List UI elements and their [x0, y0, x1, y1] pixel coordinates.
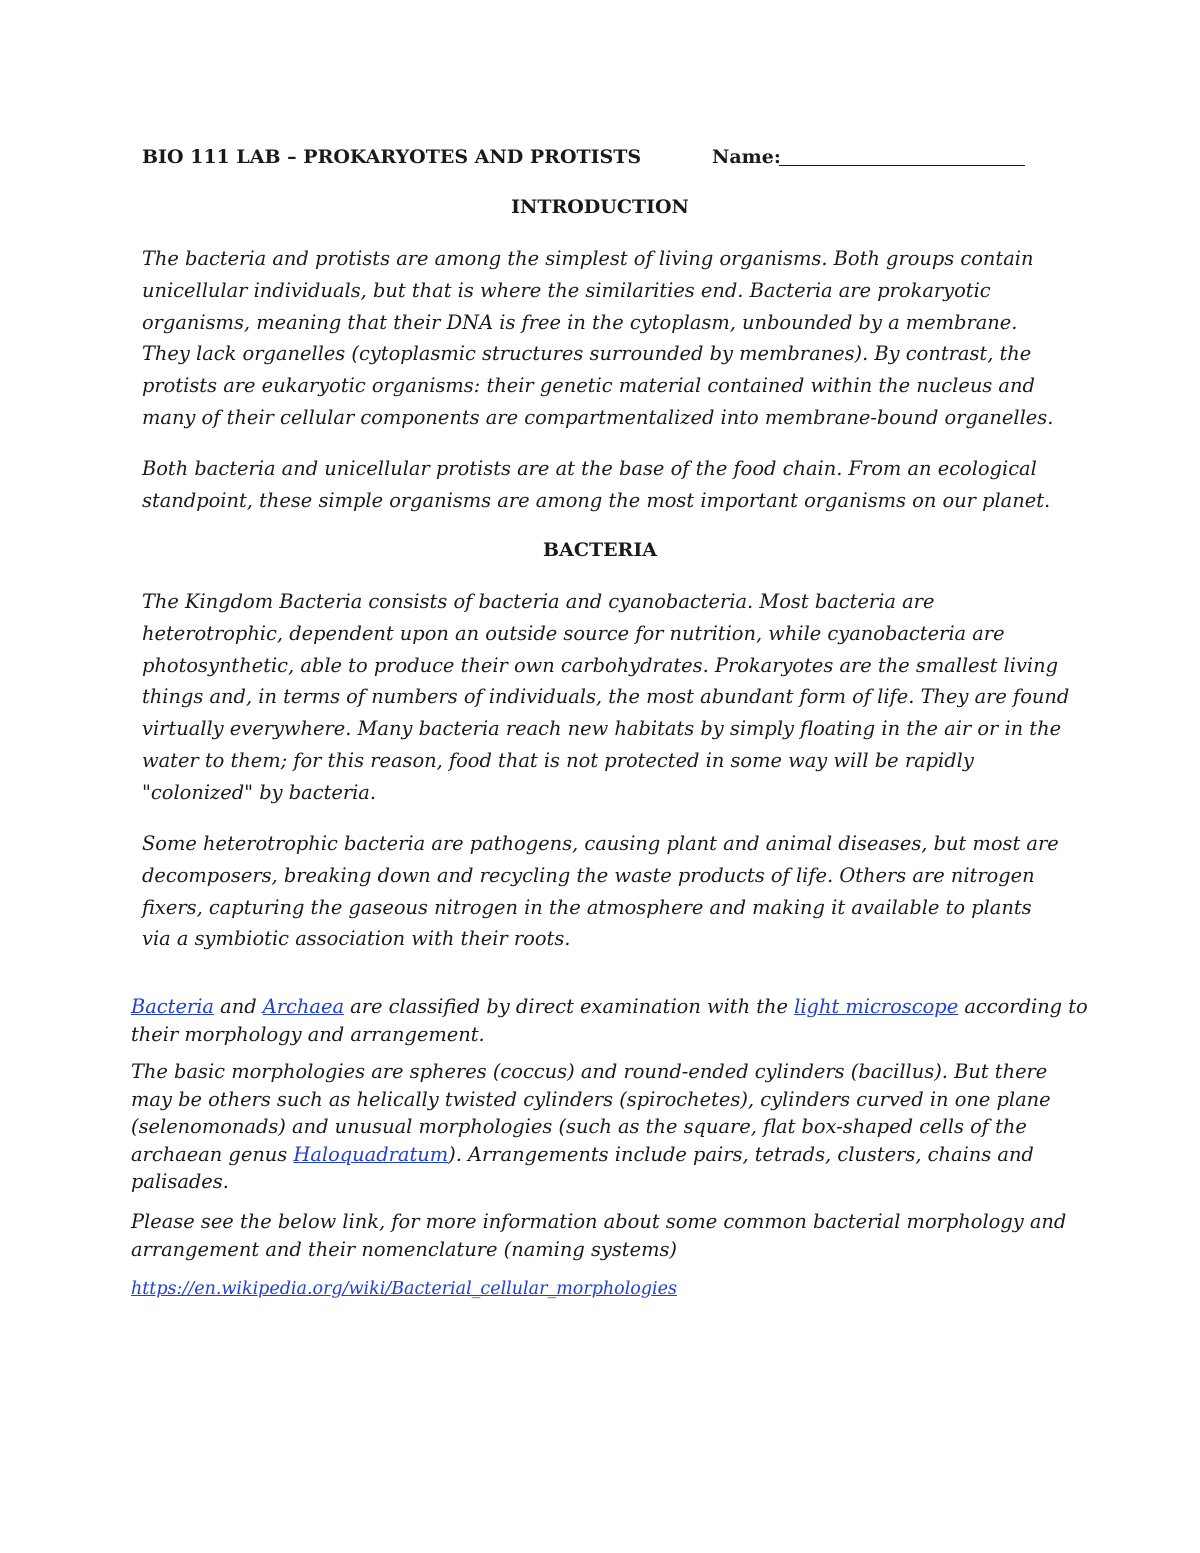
morphology-paragraph-1: [131, 993, 1088, 1048]
text-line: [131, 1141, 1051, 1169]
text-line: may be others such as helically twisted cylinders (spirochetes), cylinders curved in one plane: [131, 1087, 1051, 1111]
archaea-link[interactable]: Archaea: [262, 995, 344, 1018]
text-line: things and, in terms of numbers of individuals, the most abundant form of life. They are found: [142, 685, 1070, 709]
text-line: photosynthetic, able to produce their own carbohydrates. Prokaryotes are the smallest living: [142, 653, 1059, 677]
text-line: heterotrophic, dependent upon an outside source for nutrition, while cyanobacteria are: [142, 621, 1005, 645]
text-line: organisms, meaning that their DNA is free in the cytoplasm, unbounded by a membrane.: [142, 310, 1018, 334]
morphology-paragraph-3: [131, 1208, 1066, 1263]
text-fragment: and: [213, 995, 263, 1018]
text-line: "colonized" by bacteria.: [142, 780, 377, 804]
bacteria-heading: BACTERIA: [543, 539, 657, 561]
introduction-paragraph-2: [142, 453, 1050, 517]
text-line: virtually everywhere. Many bacteria reach new habitats by simply floating in the air or in the: [142, 717, 1062, 741]
text-line: arrangement and their nomenclature (naming systems): [131, 1237, 677, 1261]
text-line: Both bacteria and unicellular protists are at the base of the food chain. From an ecological: [142, 457, 1037, 480]
text-line: [131, 993, 1088, 1021]
introduction-paragraph-1: [142, 243, 1053, 434]
text-line: Some heterotrophic bacteria are pathogens, causing plant and animal diseases, but most are: [142, 832, 1059, 855]
name-blank-line: [779, 165, 1025, 166]
light-microscope-link[interactable]: light microscope: [794, 995, 959, 1018]
text-line: The Kingdom Bacteria consists of bacteria and cyanobacteria. Most bacteria are: [142, 590, 935, 613]
text-line: water to them; for this reason, food that is not protected in some way will be rapidly: [142, 748, 974, 772]
text-line: They lack organelles (cytoplasmic structures surrounded by membranes). By contrast, the: [142, 342, 1032, 366]
text-line: decomposers, breaking down and recycling the waste products of life. Others are nitrogen: [142, 863, 1035, 887]
haloquadratum-link[interactable]: Haloquadratum: [293, 1142, 449, 1166]
text-line: their morphology and arrangement.: [131, 1022, 485, 1046]
text-fragment: according to: [958, 995, 1088, 1018]
text-line: The basic morphologies are spheres (coccus) and round-ended cylinders (bacillus). But there: [131, 1060, 1048, 1083]
text-line: unicellular individuals, but that is where the similarities end. Bacteria are prokaryotic: [142, 278, 991, 302]
bacteria-paragraph-1: [142, 586, 1069, 809]
name-label: Name:: [712, 146, 781, 168]
text-line: standpoint, these simple organisms are among the most important organisms on our planet.: [142, 488, 1051, 512]
morphology-paragraph-2: [131, 1058, 1051, 1196]
text-line: protists are eukaryotic organisms: their genetic material contained within the nucleus and: [142, 374, 1035, 398]
text-fragment: archaean genus: [131, 1142, 294, 1166]
bacteria-link[interactable]: Bacteria: [131, 995, 214, 1018]
text-fragment: are classified by direct examination with the: [344, 995, 795, 1018]
text-line: The bacteria and protists are among the simplest of living organisms. Both groups contain: [142, 247, 1034, 270]
introduction-heading: INTRODUCTION: [511, 196, 689, 218]
text-line: many of their cellular components are compartmentalized into membrane-bound organelles.: [142, 405, 1054, 429]
text-line: Please see the below link, for more information about some common bacterial morphology and: [131, 1210, 1067, 1233]
text-fragment: ). Arrangements include pairs, tetrads, clusters, chains and: [448, 1142, 1034, 1166]
wikipedia-url-line: [131, 1276, 677, 1304]
text-line: palisades.: [131, 1170, 229, 1193]
bacteria-paragraph-2: [142, 828, 1059, 955]
wikipedia-morphology-link[interactable]: https://en.wikipedia.org/wiki/Bacterial_cellular_morphologies: [131, 1279, 677, 1299]
text-line: via a symbiotic association with their roots.: [142, 927, 571, 951]
text-line: (selenomonads) and unusual morphologies (such as the square, flat box-shaped cells of the: [131, 1115, 1027, 1138]
text-line: fixers, capturing the gaseous nitrogen in the atmosphere and making it available to plants: [142, 895, 1032, 919]
lab-title: BIO 111 LAB – PROKARYOTES AND PROTISTS: [142, 146, 642, 168]
